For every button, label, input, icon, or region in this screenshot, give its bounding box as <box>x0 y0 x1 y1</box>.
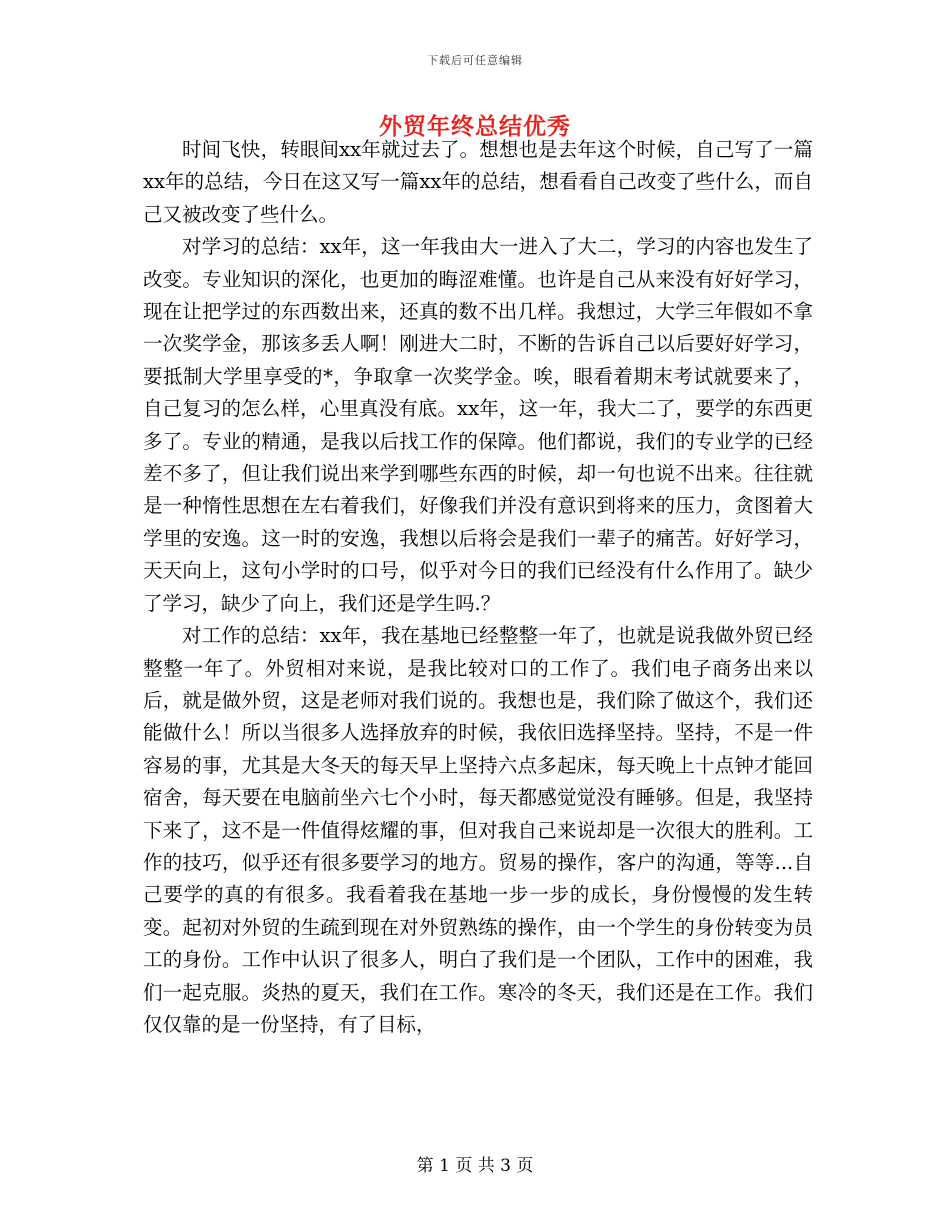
document-title: 外贸年终总结优秀 <box>379 113 571 140</box>
paragraph-intro: 时间飞快，转眼间xx年就过去了。想想也是去年这个时候，自己写了一篇xx年的总结，今日在这又写一篇xx年的总结，想看看自己改变了些什么，而自己又被改变了些什么。 <box>143 138 813 226</box>
page-number-footer: 第 1 页 共 3 页 <box>416 1156 534 1176</box>
document-body <box>143 134 813 1041</box>
paragraph-work-summary: 对工作的总结：xx年，我在基地已经整整一年了，也就是说我做外贸已经整整一年了。外贸相对来说，是我比较对口的工作了。我们电子商务出来以后，就是做外贸，这是老师对我们说的。我想也是，我们除了做这个，我们还能做什么！所以当很多人选择放弃的时候，我依旧选择坚持。坚持，不是一件容易的事，尤其是大冬天的每天早上坚持六点多起床，每天晚上十点钟才能回宿舍，每天要在电脑前坐六七个小时，每天都感觉觉没有睡够。但是，我坚持下来了，这不是一件值得炫耀的事，但对我自己来说却是一次很大的胜利。工作的技巧，似乎还有很多要学习的地方。贸易的操作，客户的沟通，等等...自己要学的真的有很多。我看着我在基地一步一步的成长，身份慢慢的发生转变。起初对外贸的生疏到现在对外贸熟练的操作，由一个学生的身份转变为员工的身份。工作中认识了很多人，明白了我们是一个团队，工作中的困难，我们一起克服。炎热的夏天，我们在工作。寒冷的冬天，我们还是在工作。我们仅仅靠的是一份坚持，有了目标， <box>143 624 813 1036</box>
page-header-note: 下载后可任意编辑 <box>427 54 523 67</box>
paragraph-study-summary: 对学习的总结：xx年，这一年我由大一进入了大二，学习的内容也发生了改变。专业知识的深化，也更加的晦涩难懂。也许是自己从来没有好好学习，现在让把学过的东西数出来，还真的数不出几样。我想过，大学三年假如不拿一次奖学金，那该多丢人啊！刚进大二时，不断的告诉自己以后要好好学习，要抵制大学里享受的*，争取拿一次奖学金。唉，眼看着期末考试就要来了，自己复习的怎么样，心里真没有底。xx年，这一年，我大二了，要学的东西更多了。专业的精通，是我以后找工作的保障。他们都说，我们的专业学的已经差不多了，但让我们说出来学到哪些东西的时候，却一句也说不出来。往往就是一种惰性思想在左右着我们，好像我们并没有意识到将来的压力，贪图着大学里的安逸。这一时的安逸，我想以后将会是我们一辈子的痛苦。好好学习，天天向上，这句小学时的口号，似乎对今日的我们已经没有什么作用了。缺少了学习，缺少了向上，我们还是学生吗.？ <box>143 235 813 615</box>
